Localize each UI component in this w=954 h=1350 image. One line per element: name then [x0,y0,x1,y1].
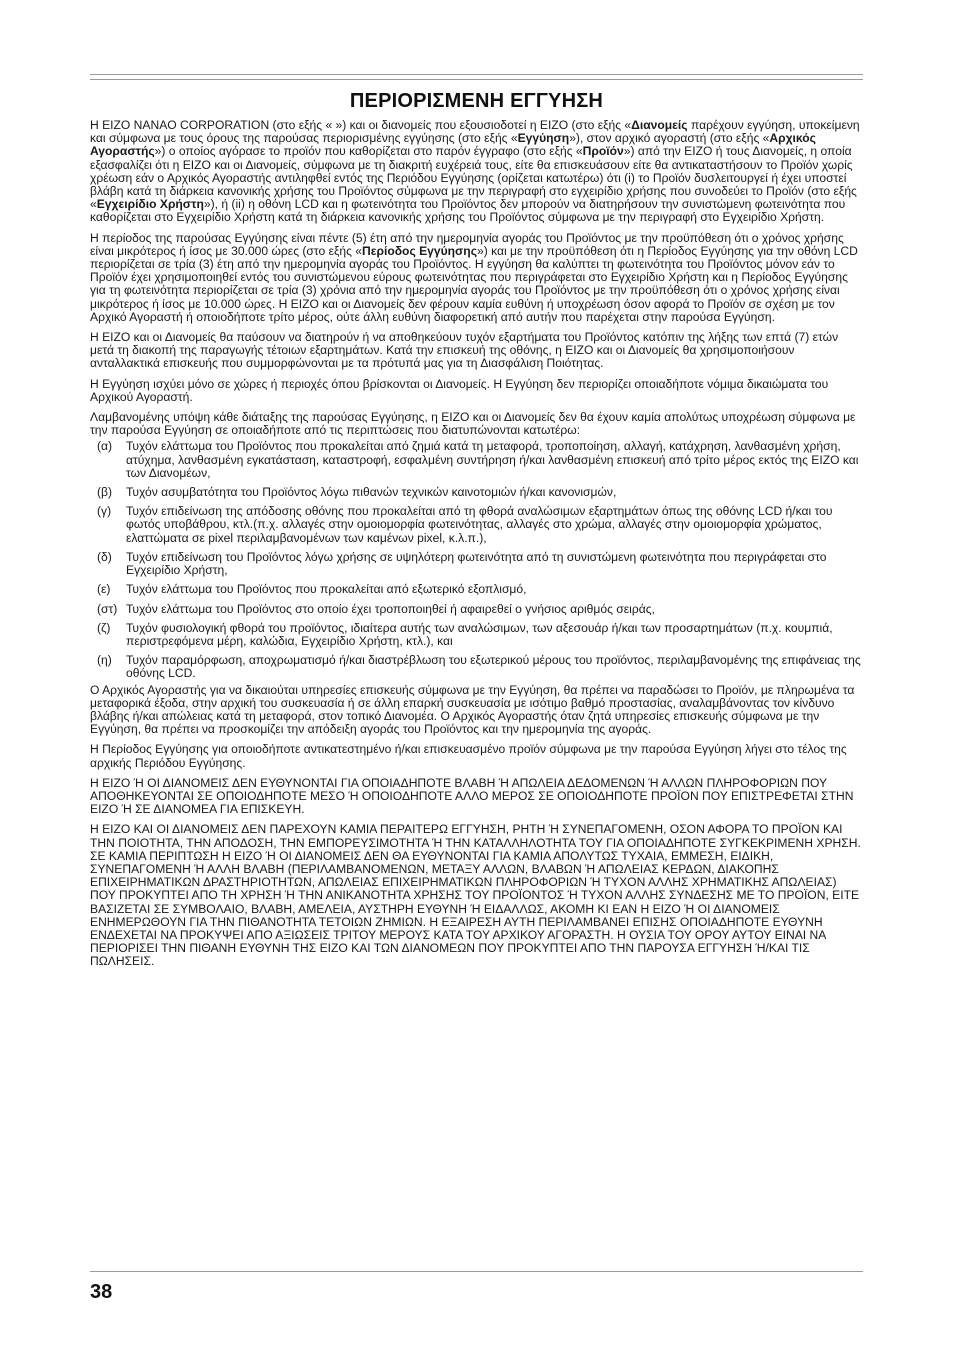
text-run: »), ή (ii) η οθόνη LCD και η φωτεινότητα του Προϊόντος δεν μπορούν να διατηρήσουν την συνιστώμενη φωτεινότητα που καθορίζεται στο Εγχειρίδιο Χρήστη κατά τη διάρκεια κανονικής χρήσης του Προϊόντος σύμφωνα με την περιγραφή στο Εγχειρίδιο Χρήστη. [90,197,846,225]
list-item-text: Τυχόν ασυμβατότητα του Προϊόντος λόγω πιθανών τεχνικών καινοτομιών ή/και κανονισμών, [126,485,617,500]
list-item-text: Τυχόν φυσιολογική φθορά του προϊόντος, ιδιαίτερα αυτής των αναλώσιμων, των αξεσουάρ ή/και των προσαρτημάτων (π.χ. κουμπιά, περιστρεφόμενα μέρη, καλώδια, Εγχειρίδιο Χρήστη, κτλ.), και [126,620,833,648]
list-item [90,622,863,648]
list-item [90,440,863,480]
list-marker: (γ) [97,504,112,519]
parts-paragraph: Η EIZO και οι Διανομείς θα παύσουν να διατηρούν ή να αποθηκεύουν τυχόν εξαρτήματα του Προϊόντος κατόπιν της λήξης των επτά (7) ετών μετά τη διακοπή της παραγωγής τέτοιων εξαρτημάτων. Κατά την επισκευή της οθόνης, η EIZO και οι Διανομείς θα χρησιμοποιήσουν ανταλλακτικά επισκευής που συμμορφώνονται με τα πρότυπά μας για τη Διασφάλιση Ποιότητας. [90,330,839,371]
text-run: ») από την EIZO ή τους Διανομείς, η οποία εξασφαλίζει ότι η EIZO και οι Διανομείς, σύμφωνα με τη διακριτή ευχέρειά τους, είτε θα επισκευάσουν είτε θα αντικαταστήσουν το Προϊόν χωρίς χρέωση εάν ο Αρχικός Αγοραστής αντιληφθεί εντός της Περιόδου Εγγύησης (ορίζεται κατωτέρω) ότι (i) το Προϊόν δυσλειτουργεί ή έχει υποστεί βλάβη κατά τη διάρκεια κανονικής χρήσης του Προϊόντος σύμφωνα με την περιγραφή στο εγχειρίδιο χρήσης που συνοδεύει το Προϊόν (στο εξής « [90,144,857,212]
exclusions-list [90,440,863,680]
text-run: »), στον αρχικό αγοραστή (στο εξής « [569,131,770,146]
repair-service-paragraph: Ο Αρχικός Αγοραστής για να δικαιούται υπηρεσίες επισκευής σύμφωνα με την Εγγύηση, θα πρέπει να παραδώσει το Προϊόν, με πληρωμένα τα μεταφορικά έξοδα, στην αρχική του συσκευασία ή σε άλλη επαρκή συσκευασία με ισότιμο βαθμό προστασίας, αναλαμβάνοντας τον κίνδυνο βλάβης ή/και απώλειας κατά τη μεταφορά, στον τοπικό Διανομέα. Ο Αρχικός Αγοραστής όταν ζητά υπηρεσίες επισκευής σύμφωνα με την Εγγύηση, θα πρέπει να προσκομίζει την απόδειξη αγοράς του Προϊόντος και την ημερομηνία της αγοράς. [90,682,855,737]
list-marker: (β) [97,485,113,500]
bottom-rule [90,1271,863,1272]
defined-term-original-purchaser: Αρχικός Αγοραστής [90,131,816,159]
defined-term-warranty-period: Περίοδος Εγγύησης [362,243,477,258]
defined-term-user-manual: Εγχειρίδιο Χρήστη [96,197,204,212]
list-item [90,505,863,545]
data-loss-disclaimer: Η EIZO Ή ΟΙ ΔΙΑΝΟΜΕΙΣ ΔΕΝ ΕΥΘΥΝΟΝΤΑΙ ΓΙΑ ΟΠΟΙΑΔΗΠΟΤΕ ΒΛΑΒΗ Ή ΑΠΩΛΕΙΑ ΔΕΔΟΜΕΝΩΝ Ή ΑΛΛΩΝ ΠΛΗΡΟΦΟΡΙΩΝ ΠΟΥ ΑΠΟΘΗΚΕΥΟΝΤΑΙ ΣΕ ΟΠΟΙΟΔΗΠΟΤΕ ΜΕΣΟ Ή ΟΠΟΙΟΔΗΠΟΤΕ ΑΛΛΟ ΜΕΡΟΣ ΣΕ ΟΠΟΙΟΔΗΠΟΤΕ ΠΡΟΪΟΝ ΠΟΥ ΕΠΙΣΤΡΕΦΕΤΑΙ ΣΤΗΝ EIZO Ή ΣΕ ΔΙΑΝΟΜΕΑ ΓΙΑ ΕΠΙΣΚΕΥΗ. [90,775,854,817]
list-marker: (η) [97,653,112,668]
top-rule [90,74,863,80]
text-run: ») και με την προϋπόθεση ότι η Περίοδος Εγγύησης για την οθόνη LCD περιορίζεται σε τρία (3) έτη από την ημερομηνία αγοράς του Προϊόντος. Η εγγύηση θα καλύπτει τη φωτεινότητα του Προϊόντος μόνον εάν το Προϊόν έχει χρησιμοποιηθεί εντός του συνιστώμενου εύρους φωτεινότητας που περιγράφεται στο Εγχειρίδιο Χρήστη και η Περίοδος Εγγύησης για τη φωτεινότητα περιορίζεται σε τρία (3) χρόνια από την ημερομηνία αγοράς του Προϊόντος με την προϋπόθεση ότι ο χρόνος χρήσης είναι μικρότερος ή ίσος με 10.000 ώρες. Η EIZO και οι Διανομείς δεν φέρουν καμία ευθύνη ή υποχρέωση όσον αφορά το Προϊόν σε σχέση με τον Αρχικό Αγοραστή ή οποιοδήποτε τρίτο μέρος, ούτε άλλη ευθύνη διαφορετική από αυτήν που παρέχεται στην παρούσα Εγγύηση. [90,243,858,324]
list-item-text: Τυχόν ελάττωμα του Προϊόντος που προκαλείται από εξωτερικό εξοπλισμό, [126,582,527,597]
list-item [90,486,863,499]
intro-paragraph [90,119,863,225]
replacement-period-paragraph: Η Περίοδος Εγγύησης για οποιοδήποτε αντικατεστημένο ή/και επισκευασμένο προϊόν σύμφωνα με την παρούσα Εγγύηση λήγει στο τέλος της αρχικής Περιόδου Εγγύησης. [90,742,847,770]
list-item-text: Τυχόν ελάττωμα του Προϊόντος στο οποίο έχει τροποποιηθεί ή αφαιρεθεί ο γνήσιος αριθμός σειράς, [126,601,655,616]
list-marker: (ε) [97,582,111,597]
list-item [90,654,863,680]
defined-term-distributors: Διανομείς [631,118,688,132]
list-marker: (α) [97,439,113,454]
list-marker: (ζ) [97,620,111,635]
text-run: Η EIZO NANAO CORPORATION (στο εξής « ») και οι διανομείς που εξουσιοδοτεί η EIZO (στο εξής « [90,118,632,132]
defined-term-product: Προϊόν [582,144,624,159]
list-item [90,603,863,616]
text-run: παρέχουν εγγύηση, υποκείμενη και σύμφωνα με τους όρους της παρούσας περιορισμένης εγγύησης (στο εξής « [90,118,860,146]
exclusions-intro-paragraph: Λαμβανομένης υπόψη κάθε διάταξης της παρούσας Εγγύησης, η EIZO και οι Διανομείς δεν θα έχουν καμία απολύτως υποχρέωση σύμφωνα με την παρούσα Εγγύηση σε οποιαδήποτε από τις περιπτώσεις που διατυπώνονται κατωτέρω: [90,410,856,438]
warranty-period-paragraph [90,232,863,324]
territory-paragraph: Η Εγγύηση ισχύει μόνο σε χώρες ή περιοχές όπου βρίσκονται οι Διανομείς. Η Εγγύηση δεν περιορίζει οποιαδήποτε νόμιμα δικαιώματα του Αρχικού Αγοραστή. [90,376,829,404]
list-item-text: Τυχόν επιδείνωση της απόδοσης οθόνης που προκαλείται από τη φθορά αναλώσιμων εξαρτημάτων όπως της οθόνης LCD ή/και του φωτός υποβάθρου, κτλ.(π.χ. αλλαγές στην ομοιομορφία φωτεινότητας, αλλαγές στο χρώμα, αλλαγές στην ομοιομορφία χρώματος, ελαττώματα σε pixel περιλαμβανομένων των καμένων pixel, κ.λ.π.), [126,504,833,545]
list-item-text: Τυχόν ελάττωμα του Προϊόντος που προκαλείται από ζημιά κατά τη μεταφορά, τροποποίηση, αλλαγή, κατάχρηση, λανθασμένη χρήση, ατύχημα, λανθασμένη εγκατάσταση, καταστροφή, εσφαλμένη συντήρηση ή/και λανθασμένη επισκευή από τρίτο μέρος εκτός της EIZO και των Διανομέων, [126,439,859,480]
liability-disclaimer: Η EIZO ΚΑΙ ΟΙ ΔΙΑΝΟΜΕΙΣ ΔΕΝ ΠΑΡΕΧΟΥΝ ΚΑΜΙΑ ΠΕΡΑΙΤΕΡΩ ΕΓΓΥΗΣΗ, ΡΗΤΗ Ή ΣΥΝΕΠΑΓΟΜΕΝΗ, ΟΣΟΝ ΑΦΟΡΑ ΤΟ ΠΡΟΪΟΝ ΚΑΙ ΤΗΝ ΠΟΙΟΤΗΤΑ, ΤΗΝ ΑΠΟΔΟΣΗ, ΤΗΝ ΕΜΠΟΡΕΥΣΙΜΟΤΗΤΑ Ή ΤΗΝ ΚΑΤΑΛΛΗΛΟΤΗΤΑ ΤΟΥ ΓΙΑ ΟΠΟΙΑΔΗΠΟΤΕ ΣΥΓΚΕΚΡΙΜΕΝΗ ΧΡΗΣΗ. ΣΕ ΚΑΜΙΑ ΠΕΡΙΠΤΩΣΗ Η EIZO Ή ΟΙ ΔΙΑΝΟΜΕΙΣ ΔΕΝ ΘΑ ΕΥΘΥΝΟΝΤΑΙ ΓΙΑ ΚΑΜΙΑ ΑΠΟΛΥΤΩΣ ΤΥΧΑΙΑ, ΕΜΜΕΣΗ, ΕΙΔΙΚΗ, ΣΥΝΕΠΑΓΟΜΕΝΗ Ή ΑΛΛΗ ΒΛΑΒΗ (ΠΕΡΙΛΑΜΒΑΝΟΜΕΝΩΝ, ΜΕΤΑΞΥ ΑΛΛΩΝ, ΒΛΑΒΩΝ Ή ΑΠΩΛΕΙΑΣ ΚΕΡΔΩΝ, ΔΙΑΚΟΠΗΣ ΕΠΙΧΕΙΡΗΜΑΤΙΚΩΝ ΔΡΑΣΤΗΡΙΟΤΗΤΩΝ, ΑΠΩΛΕΙΑΣ ΕΠΙΧΕΙΡΗΜΑΤΙΚΩΝ ΠΛΗΡΟΦΟΡΙΩΝ Ή ΤΥΧΟΝ ΑΛΛΗΣ ΧΡΗΜΑΤΙΚΗΣ ΑΠΩΛΕΙΑΣ) ΠΟΥ ΠΡΟΚΥΠΤΕΙ ΑΠΟ ΤΗ ΧΡΗΣΗ Ή ΤΗΝ ΑΝΙΚΑΝΟΤΗΤΑ ΧΡΗΣΗΣ ΤΟΥ ΠΡΟΪΟΝΤΟΣ Ή ΤΥΧΟΝ ΑΛΛΗΣ ΣΥΝΔΕΣΗΣ ΜΕ ΤΟ ΠΡΟΪΟΝ, ΕΙΤΕ ΒΑΣΙΖΕΤΑΙ ΣΕ ΣΥΜΒΟΛΑΙΟ, ΒΛΑΒΗ, ΑΜΕΛΕΙΑ, ΑΥΣΤΗΡΗ ΕΥΘΥΝΗ Ή ΕΙΔΑΛΛΩΣ, ΑΚΟΜΗ ΚΙ ΕΑΝ Η EIZO Ή ΟΙ ΔΙΑΝΟΜΕΙΣ ΕΝΗΜΕΡΩΘΟΥΝ ΓΙΑ ΤΗΝ ΠΙΘΑΝΟΤΗΤΑ ΤΕΤΟΙΩΝ ΖΗΜΙΩΝ. Η ΕΞΑΙΡΕΣΗ ΑΥΤΗ ΠΕΡΙΛΑΜΒΑΝΕΙ ΕΠΙΣΗΣ ΟΠΟΙΑΔΗΠΟΤΕ ΕΥΘΥΝΗ ΕΝΔΕΧΕΤΑΙ ΝΑ ΠΡΟΚΥΨΕΙ ΑΠΟ ΑΞΙΩΣΕΙΣ ΤΡΙΤΟΥ ΜΕΡΟΥΣ ΚΑΤΑ ΤΟΥ ΑΡΧΙΚΟΥ ΑΓΟΡΑΣΤΗ. Η ΟΥΣΙΑ ΤΟΥ ΟΡΟΥ ΑΥΤΟΥ ΕΙΝΑΙ ΝΑ ΠΕΡΙΟΡΙΣΕΙ ΤΗΝ ΠΙΘΑΝΗ ΕΥΘΥΝΗ ΤΗΣ EIZO ΚΑΙ ΤΩΝ ΔΙΑΝΟΜΕΩΝ ΠΟΥ ΠΡΟΚΥΠΤΕΙ ΑΠΟ ΤΗΝ ΠΑΡΟΥΣΑ ΕΓΓΥΗΣΗ Ή/ΚΑΙ ΤΙΣ ΠΩΛΗΣΕΙΣ. [90,822,861,969]
list-item [90,583,863,596]
defined-term-warranty: Εγγύηση [517,131,570,146]
list-item-text: Τυχόν παραμόρφωση, αποχρωματισμό ή/και διαστρέβλωση του εξωτερικού μέρους του προϊόντος, περιλαμβανομένης της επιφάνειας της οθόνης LCD. [126,653,861,681]
text-run: Η περίοδος της παρούσας Εγγύησης είναι πέντε (5) έτη από την ημερομηνία αγοράς του Προϊόντος με την προϋπόθεση ότι ο χρόνος χρήσης είναι μικρότερος ή ίσος με 30.000 ώρες (στο εξής « [90,230,844,258]
list-item-text: Τυχόν επιδείνωση του Προϊόντος λόγω χρήσης σε υψηλότερη φωτεινότητα από τη συνιστώμενη φωτεινότητα που περιγράφεται στο Εγχειρίδιο Χρήστη, [126,549,827,578]
page-number: 38 [90,1281,113,1303]
list-marker: (δ) [97,549,112,564]
list-item [90,551,863,577]
page-title: ΠΕΡΙΟΡΙΣΜΕΝΗ ΕΓΓΥΗΣΗ [349,90,604,112]
text-run: ») ο οποίος αγόρασε το προϊόν που καθορίζεται στο παρόν έγγραφο (στο εξής « [154,144,583,159]
document-page [90,90,863,976]
list-marker: (στ) [97,601,118,616]
